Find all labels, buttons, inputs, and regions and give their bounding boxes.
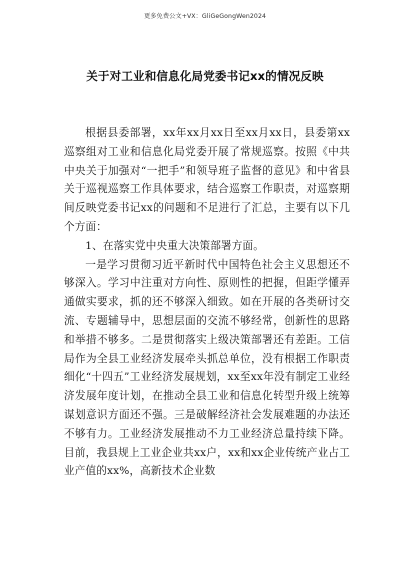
document-body	[64, 124, 350, 481]
paragraph-section-heading: 1、在落实党中央重大决策部署方面。	[85, 239, 264, 252]
paragraph-intro: 根据县委部署，xx年xx月xx日至xx月xx日，县委第xx巡察组对工业和信息化局党委开展了常规巡察。按照《中共中央关于加强对“一把手”和领导班子监督的意见》和中省县关于巡视巡察工作具体要求，结合巡察工作职责，对巡察期间反映党委书记xx的问题和不足进行了汇总，主要有以下几个方面：	[64, 127, 350, 233]
header-note: 更多免费公文+VX：GliGeGongWen2024	[143, 13, 267, 20]
paragraph-details: 一是学习贯彻习近平新时代中国特色社会主义思想还不够深入。学习中注重对方向性、原则性的把握，但距学懂弄通做实要求，抓的还不够深入细致。如在开展的各类研讨交流、专题辅导中，思想层面的交流不够经常，创新性的思路和举措不够多。二是贯彻落实上级决策部署还有差距。工信局作为全县工业经济发展牵头抓总单位，没有根据工作职责细化“十四五”工业经济发展规划，xx至xx年没有制定工业经济发展年度计划，在推动全县工业和信息化转型升级上统筹谋划意识方面还不强。三是破解经济社会发展难题的办法还不够有力。工业经济发展推动不力工业经济总量持续下降。目前，我县规上工业企业共xx户，xx和xx企业传统产业占工业产值的xx%，高新技术企业数	[64, 258, 350, 478]
document-title: 关于对工业和信息化局党委书记xx的情况反映	[86, 69, 324, 83]
